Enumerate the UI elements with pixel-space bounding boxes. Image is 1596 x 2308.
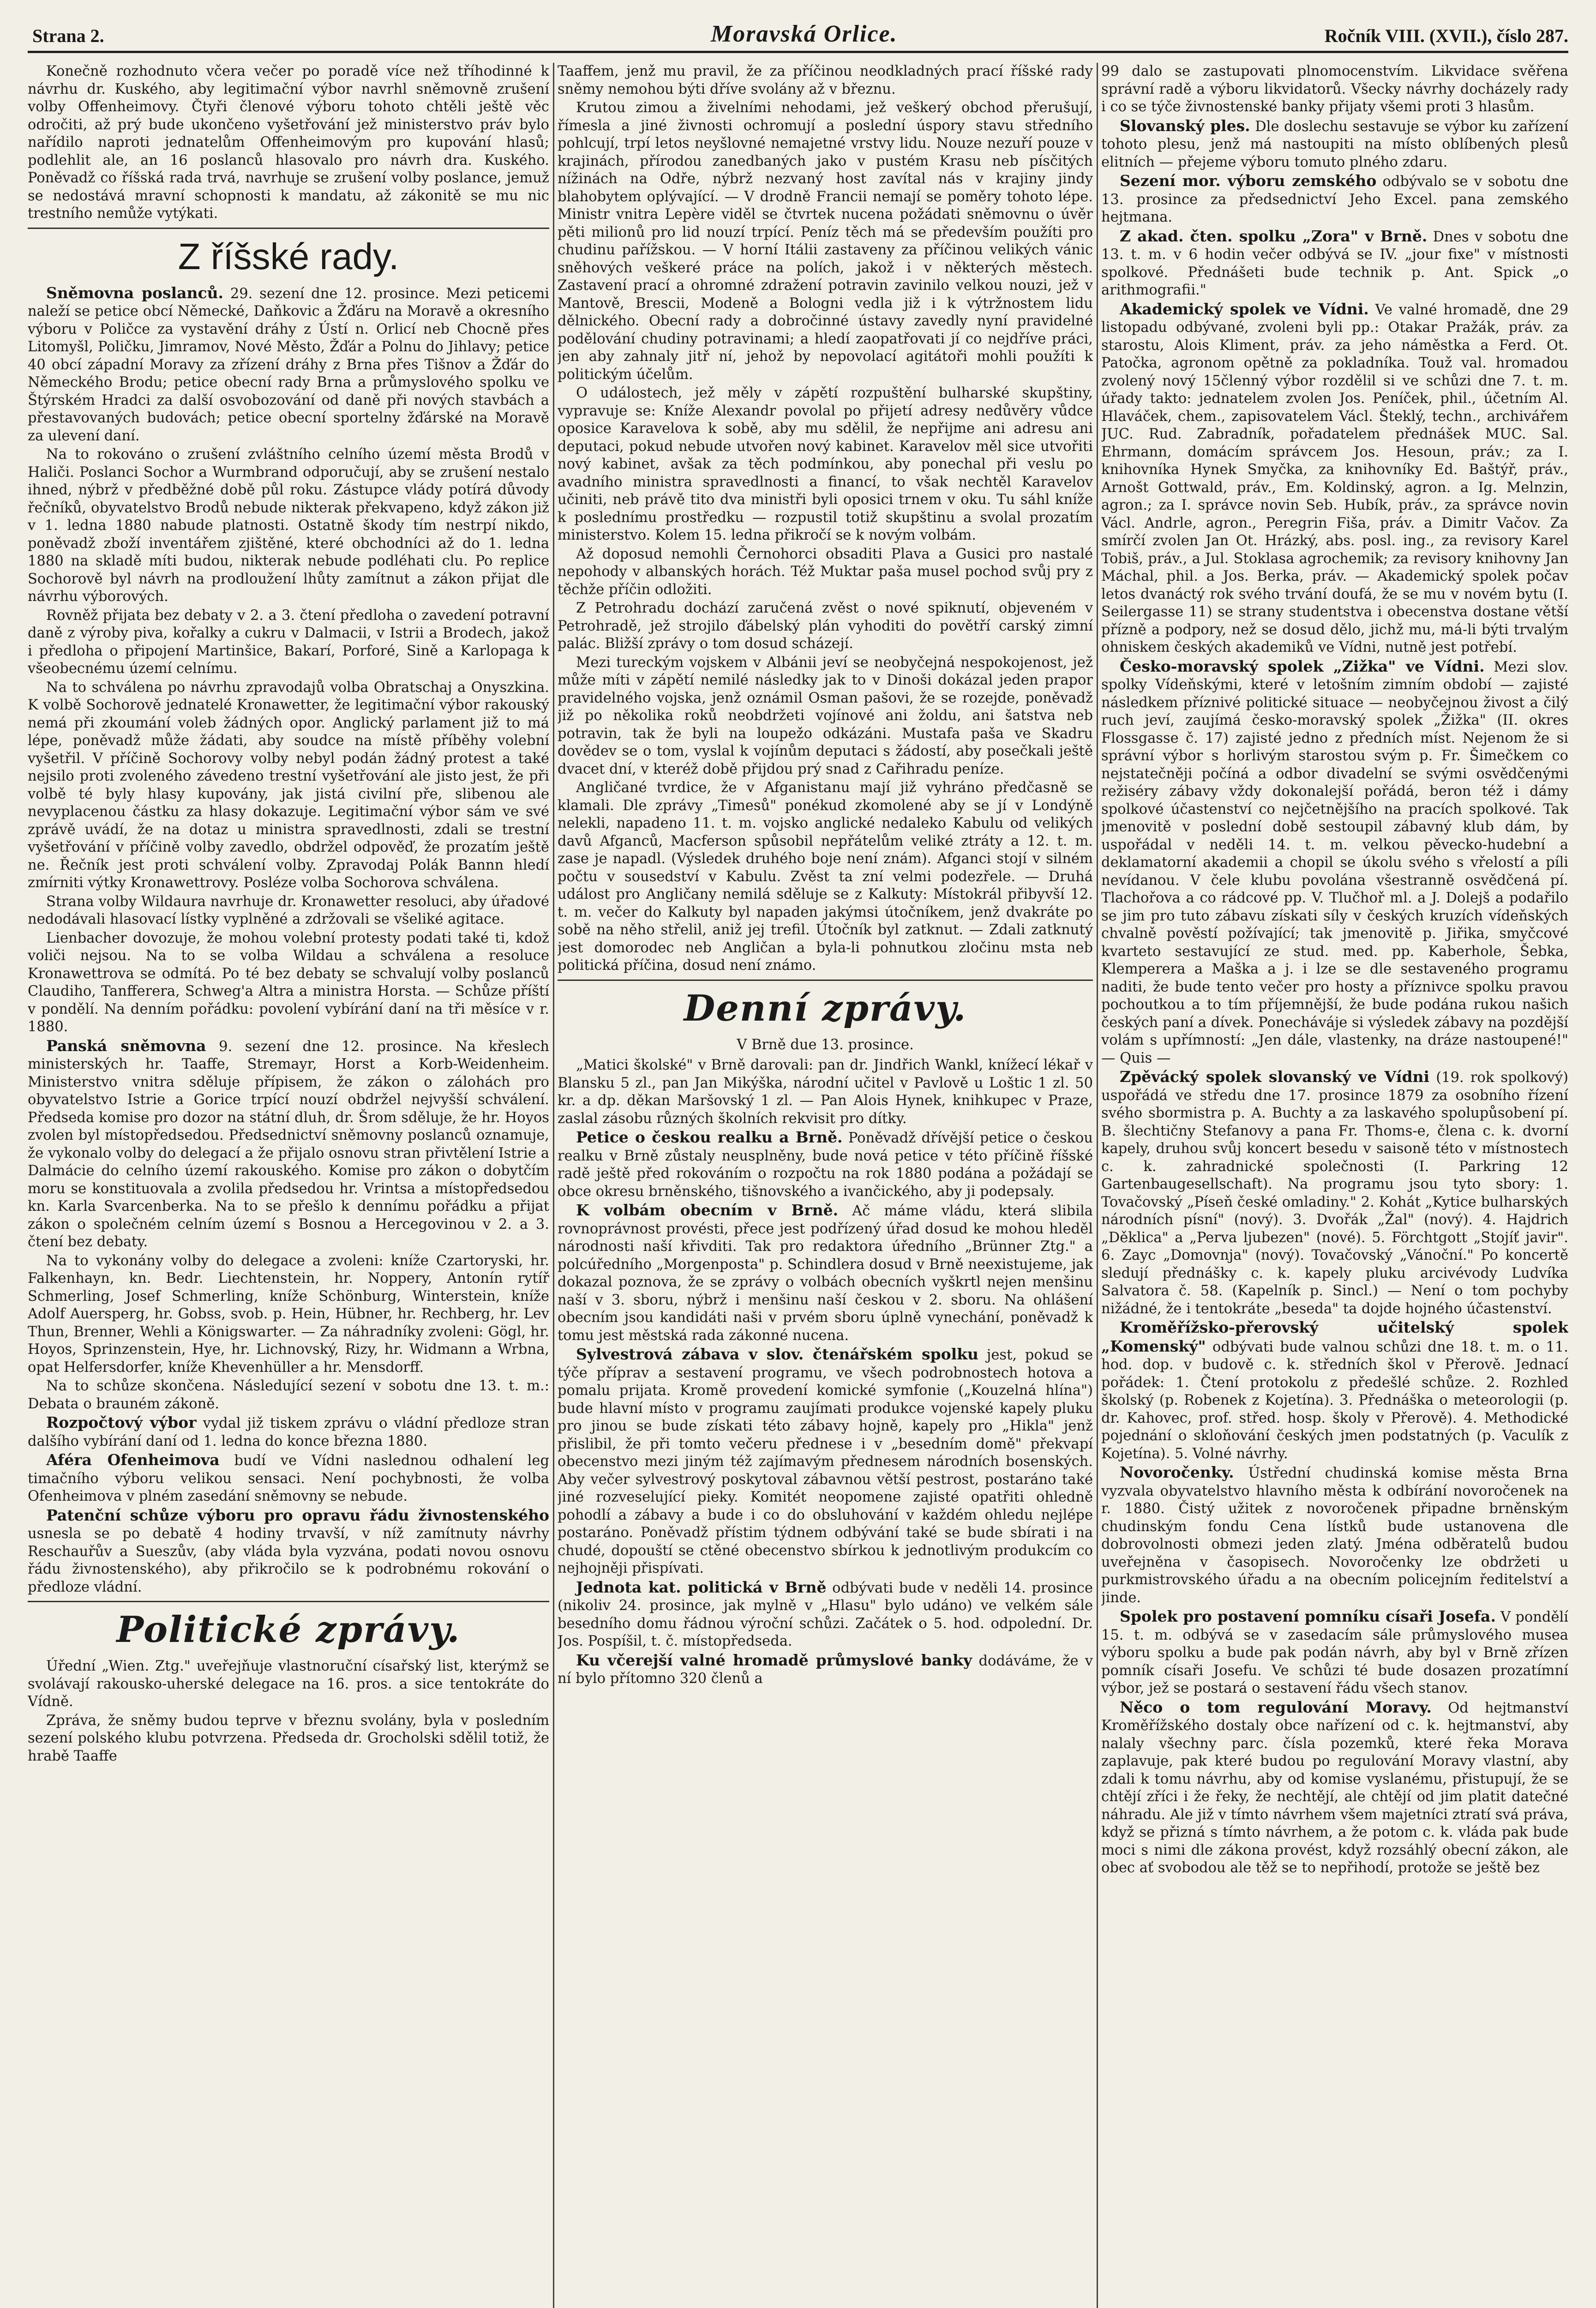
article-text: usnesla se po debatě 4 hodiny trvavší, v níž zamítnuty návrhy Reschauřův a Sueszův, (aby vláda byla vyzvána, podati novou osnovu řádu živnostenského), aby přikročilo se k podrobnému rokování o předloze vládní.: [28, 1526, 549, 1595]
section-heading: Z říšské rady.: [178, 235, 399, 277]
article-paragraph: Rovněž přijata bez debaty v 2. a 3. čtení předloha o zavedení potravní daně z výroby piva, kořalky a cukru v Dalmacii, v Istrii a Brodech, jakož i předloha o připojení Martinšice, Bakarí, Porforé, Sině a Karlopaga k všeobecnému území celnímu.: [28, 607, 549, 677]
article-lead: Novoročenky.: [1120, 1463, 1234, 1481]
article-text: odbývati bude v neděli 14. prosince (nikoliv 24. prosince, jak mylně v „Hlasu" bylo udáno) ve velkém sále besedního domu řádnou výroční schůzi. Začátek o 5. hod. odpolední. Dr. Jos. Pospíšil, t. č. místopředseda.: [558, 1580, 1093, 1649]
article-text: Mezi slov. spolky Vídeňskými, které v letošním zimním období — zajisté následkem příznivé politické situace — neobyčejnou živost a čilý ruch jeví, zaujímá česko-moravský spolek „Žižka" (II. okres Flossgasse č. 17) zajisté jedno z předních míst. Nejenom že si správní výbor s horlivým starostou svým p. Fr. Šimečkem co nejstatečněji počíná a odbor divadelní se svými osvědčenými režiséry zábavy vždy dokonalejší pořádá, beron též i dámy spolkové účastenství co nejčetnějšího na pracích spolkové. Tak jmenovitě v poslední době sestoupil zábavný klub dám, by uspořádal v neděli 14. t. m. velkou pěvecko-hudební a deklamatorní akademii a chopil se úkolu svého s vřelostí a píli nevídanou. V čele klubu povolána všestranně osvědčená pí. Tlachořova a co rádcové pp. V. Tlučhoř ml. a J. Dolejš a podařilo se jim pro tuto zábavu získati síly v českých kruzích vídeňských chvalně pověstí požívající; tak jmenovitě p. Jiřika, smyčcové kvarteto sestavující ze stud. med. pp. Kaberhole, Šebka, Klemperera a Maška a j. i lze se dle sestaveného programu naditi, že bude tento večer pro hosty a příznivce spolku pravou pochoutkou a to tím příjemnější, že bude podána rukou našich českých paní a dívek. Ponecháváje si výsledek zábavy na pozdější volám s upřímností: „Jen dále, vlastenky, na dráze nastoupené!" — Quis —: [1101, 659, 1568, 1066]
article-paragraph: Strana volby Wildaura navrhuje dr. Kronawetter resoluci, aby úřadové nedodávali hlasovací lístky vyplněné a zdržovali se všeliké agitace.: [28, 893, 549, 927]
article-text: Ač máme vládu, která slibila rovnoprávnost provésti, přece jest podřízený úřad dosud ke mohou hleděl národnosti naší křivditi. Tak pro redaktora úředního „Brünner Ztg." a polcúředního „Morgenposta" p. Schindlera dosud v Brně neexistujeme, jak dokazal poznova, že se zprávy o volbách obecních vyškrtl nejen menšinu naší v 3. sboru, nýbrž i menšinu naší českou v 2. sboru. Na ohlášení obecním jsou kandidáti naši v prvém sboru úplně vynechání, poněvadž k tomu jest městská rada zákonné nucena.: [558, 1203, 1093, 1344]
article-text: Poněvadž dřívější petice o českou realku v Brně zůstaly neusplněny, bude nová petice v této příčině říšské radě ještě před rokováním o rozpočtu na rok 1880 podána a požádají se obce okresu brněnského, tišnovského a ivančického, aby ji podepsaly.: [558, 1130, 1093, 1200]
article-paragraph: [1101, 301, 1568, 657]
article-text: budí ve Vídni naslednou odhalení leg timačního výboru velikou sensaci. Není pochybnosti, že volba Ofenheimova v plném zasedání sněmovny se nebude.: [28, 1453, 549, 1504]
article-text: 29. sezení dne 12. prosince. Mezi peticemi naleží se petice obcí Německé, Daňkovic a Žďáru na Moravě a okresního výboru v Poličce za vystavění dráhy z Ústí n. Orlicí neb Chocně přes Litomyšl, Poličku, Jimramov, Nové Město, Žďár a Polnu do Jihlavy; petice 40 obcí západní Moravy za zřízení dráhy z Brna přes Tišnov a Žďár do Německého Brodu; petice obecní rady Brna a průmyslového spolku ve Štýrském Hradci za další osvobozování od daně při nových stavbách a přestavovaných budovách; petice obecní sportelny žďárské na Moravě za ulevení daní.: [28, 285, 549, 444]
article-paragraph: Mezi tureckým vojskem v Albánii jeví se neobyčejná nespokojenost, jež může míti v zápětí nemilé následky jak to v Dinoši dokázal jeden prapor pravidelného vojska, jenž oznámil Osman pašovi, že se rozejde, poněvadž již po několika roků neobdržeti vojínové ani žoldu, ani šatstva neb potravin, tak že byli na loupežo odkázáni. Mustafa paša ve Skadru dovědev se o tom, vyslal k vojínům deputaci s žádostí, aby posečkali ještě dvacet dní, v kteréž době přijdou prý snad z Cařihradu peníze.: [558, 654, 1093, 777]
article-paragraph: [28, 1037, 549, 1251]
article-lead: Ku včerejší valné hromadě průmyslové banky: [576, 1651, 972, 1669]
article-lead: Sezení mor. výboru zemského: [1120, 172, 1377, 190]
article-paragraph: Angličané tvrdice, že v Afganistanu mají již vyhráno předčasně se klamali. Dle zprávy „Timesů" ponékud zkomolené aby se jí v Londýně nelekli, napadeno 11. t. m. vojsko anglické nedaleko Kabulu od velikých davů Afganců, Macferson spůsobil nepřátelům veliké ztráty a 12. t. m. zase je napadl. (Výsledek druhého boje není znám). Afganci stojí v silném počtu v sousedství v Kabulu. Zvěst ta zní velmi podezřele. — Druhá událost pro Angličany nemilá sděluje se z Kalkuty: Místokrál přibyvší 12. t. m. večer do Kalkuty byl napaden jakýmsi útočníkem, jenž dvakráte po sobě na něho střelil, aniž jej trefil. Útočník byl zatknut. — Zdali zatknutý jest domorodec neb Angličan a byla-li pohnutkou zločinu msta neb politická příčina, dosud není známo.: [558, 780, 1093, 974]
volume-issue: Ročník VIII. (XVII.), číslo 287.: [1324, 25, 1568, 46]
column-2: [558, 63, 1093, 2308]
article-paragraph: [28, 1451, 549, 1506]
article-paragraph: [558, 1346, 1093, 1578]
article-lead: Petice o českou realku a Brně.: [576, 1128, 843, 1146]
newspaper-page: [28, 18, 1568, 2308]
article-paragraph: Na to vykonány volby do delegace a zvoleni: kníže Czartoryski, hr. Falkenhayn, kn. Bedr. Liechtenstein, hr. Noppery, Antonín rytíř Schmerling, Josef Schmerling, kníže Schönburg, Winterstein, kníže Adolf Auersperg, hr. Gobss, svob. p. Hein, Hübner, hr. Rechberg, hr. Lev Thun, Brenner, Wehli a Königswarter. — Za náhradníky zvoleni: Gögl, hr. Hoyos, Sprinzenstein, Hye, hr. Lichnovský, Rizy, hr. Widmann a Wrbna, opat Helfersdorfer, kníže Khevenhüller a hr. Mensdorff.: [28, 1252, 549, 1376]
article-text: Od hejtmanství Kroměřížského dostaly obce nařízení od c. k. hejtmanství, aby nalaly všechny parc. čísla pozemků, které řeka Morava zaplavuje, pak které budou po regulování Moravy vlastní, aby zdali k tomu návrhu, aby od komise vyslanému, přistupují, že se chtějí zříci i že řeky, že nechtějí, ale chtějí od jim platit datečné náhradu. Ale již v tímto návrhem všem majetníci ztratí svá práva, když se přizná s tímto návrhem, a že potom c. k. vláda pak bude moci s nimi dle zákona provést, když rozsáhlý obecní zákon, ale obec ať svobodou ale těž se to nepřihodí, protože se ještě bez: [1101, 1700, 1568, 1876]
page-label: Strana 2.: [32, 25, 104, 46]
article-paragraph: Konečně rozhodnuto včera večer po poradě více než tříhodinné k návrhu dr. Kuského, aby legitimační výbor navrhl sněmovně zrušení volby Offenheimovy. Čtyři členové výboru tohoto chtěli ještě věc odročiti, až prý bude ukončeno vyšetřování jež ministerstvo práv bylo nařídilo naproti jednatelům Offenheimovým pro kupování hlasů; podlehlit ale, an 16 poslanců hlasovalo pro návrh dra. Kuského. Poněvadž co říšská rada trvá, navrhuje se zrušení volby poslance, jemuž se nedostává mravní schopnosti k mandatu, až zákonitě se mu nic trestního nemůže vytýkati.: [28, 63, 549, 222]
article-paragraph: [28, 1414, 549, 1450]
article-lead: Rozpočtový výbor: [46, 1413, 197, 1431]
article-paragraph: [1101, 228, 1568, 300]
article-lead: Sylvestrová zábava v slov. čtenářském spolku: [576, 1345, 979, 1363]
article-lead: Akademický spolek ve Vídni.: [1120, 300, 1369, 318]
section-heading: Politické zprávy.: [116, 1609, 461, 1651]
article-text: (19. rok spolkový) uspořádá ve středu dne 17. prosince 1879 za osobního řízení svého sbormistra p. A. Buchty a za laskavého spolupůsobení pí. B. šlechtičny Stefanovy a pana Fr. Thoms-e, člena c. k. dvorní kapely, druhou svůj koncert besedu v saisoně této v místnostech c. k. zahradnické společnosti (I. Parkring 12 Gartenbaugesellschaft). Na programu jsou tyto sbory: 1. Tovačovský „Píseň české omladiny." 2. Kohát „Kytice bulharských národních písní" (nový). 3. Dvořák „Žal" (nový). 4. Hajdrich „Děklica" a „Perva ljubezen" (nové). 5. Förchtgott „Stojíť javir". 6. Zayc „Domovnja" (nový). Tovačovský „Vánoční." Po koncertě sledují přednášky c. k. kapely pluku arcivévody Ludvíka Salvatora č. 58. (Kapelník p. Sincl.) — Není o tom pochyby nižádné, že i tentokráte „beseda" ta dojde hojného účastenství.: [1101, 1070, 1568, 1317]
article-paragraph: „Matici školské" v Brně darovali: pan dr. Jindřich Wankl, knížecí lékař v Blansku 5 zl., pan Jan Mikýška, národní učitel v Pavlově u Loštic 1 zl. 50 kr. a dp. děkan Maršovský 1 zl. — Pan Alois Hynek, knihkupec v Praze, zaslal zásobu různých školních rekvisit pro dítky.: [558, 1057, 1093, 1127]
article-paragraph: [1101, 172, 1568, 227]
article-lead: Aféra Ofenheimova: [46, 1451, 220, 1469]
article-text: odbývalo se v sobotu dne 13. prosince za předsednictví Jeho Excel. pana zemského hejtmana.: [1101, 174, 1568, 225]
article-paragraph: [1101, 1319, 1568, 1463]
article-text: 9. sezení dne 12. prosince. Na křeslech ministerských hr. Taaffe, Stremayr, Horst a Korb-Weidenheim. Ministerstvo vnitra sděluje přípisem, že zákon o zálohách pro obyvatelstvo Istrie a Gorice trpící nouzí obdržel nejvyšší schválení. Předseda komise pro dozor na státní dluh, dr. Šrom sděluje, že hr. Hoyos zvolen byl místopředsedou. Předsednictví sněmovny poslanců oznamuje, že vykonalo volby do delegací a že přijalo osnovu stran přivtělení Istrie a Dalmácie do celního území rakouského. Komise pro zákon o dobytčím moru se konstituovala a zvolila předsedou hr. Vrintsa a místopředsedou kn. Karla Svarcenberka. Na to se přešlo k dennímu pořádku a přijat zákon o společném celním území s Bosnou a Hercegovinou v 2. a 3. čtení bez debaty.: [28, 1038, 549, 1250]
article-paragraph: [1101, 117, 1568, 172]
running-header: [28, 18, 1568, 53]
article-text: Dnes v sobotu dne 13. t. m. v 6 hodin večer odbývá se IV. „jour fixe" v místnosti spolkové. Přednášeti bude technik p. Ant. Spick „o arithmografii.": [1101, 228, 1568, 298]
article-lead: Česko-moravský spolek „Zižka" ve Vídni.: [1120, 657, 1485, 675]
article-lead: Z akad. čten. spolku „Zora" v Brně.: [1120, 227, 1428, 245]
masthead: Moravská Orlice.: [711, 21, 898, 47]
article-lead: Patenční schůze výboru pro opravu řádu živnostenského: [46, 1506, 549, 1524]
article-paragraph: [558, 1202, 1093, 1345]
column-1: [28, 63, 549, 2308]
article-paragraph: Na to schůze skončena. Následující sezení v sobotu dne 13. t. m.: Debata o brauném zákoně.: [28, 1378, 549, 1412]
article-paragraph: Taaffem, jenž mu pravil, že za příčinou neodkladných prací říšské rady sněmy nemohou býti dříve svolány až v březnu.: [558, 63, 1093, 97]
column-rule: [1097, 63, 1098, 2308]
article-text: dodáváme, že v ní bylo přítomno 320 členů a: [558, 1653, 1093, 1687]
article-paragraph: [558, 1652, 1093, 1688]
article-paragraph: Zpráva, že sněmy budou teprve v březnu svolány, byla v posledním sezení polského klubu potvrzena. Předseda dr. Grocholski sdělil totiž, že hrabě Taaffe: [28, 1712, 549, 1764]
article-paragraph: Na to schválena po návrhu zpravodajů volba Obratschaj a Onyszkina. K volbě Sochorově jednatelé Kronawetter, že legitimační výbor rakouský nemá při zkoumání voleb žádných opor. Anglický parlament již to má lépe, poněvadž může žádati, aby soudce na místě příběhy volební vyšetřil. V příčině Sochorovy volby nebyl podán žádný protest a také nejsilo proti zvoleného závedeno trestní vyšetřování ale jisto jest, že při volbě té byly hlasy kupovány, jak jistá civilní pře, slibenou ale nevyplacenou částku za hlasy dokazuje. Legitimační výbor sám ve své zprávě uvádí, že na dotaz u ministra spravedlnosti, zdali se trestní vyšetřování v příčině volby zavedlo, obdržel odpověď, že prozatím ještě ne. Řečník jest proti schválení volby. Zpravodaj Polák Bannn hledí zmírniti výtky Kronawettrovy. Posléze volba Sochorova schválena.: [28, 679, 549, 891]
article-paragraph: [28, 1507, 549, 1597]
article-text: jest, pokud se týče příprav a sestavení programu, ve všech podrobnostech hotova a pomalu prijata. Kromě provedení komické symfonie („Kouzelná hlína") bude hlavní místo v programu zaujímati produkce vojenské kapely pluku pro jinou se bude získati této zábavy hojně, kapely pro „Hikla" jenž přislibil, že při tomto večeru přednese i v „besedním domě" překvapí obecenstvo mezi jiným též zajímavým přednesem národních bosenských. Aby večer sylvestrový poskytoval zábavnou větší pestrost, postaráno také jiné rozveselující pieky. Komitét neopomene zajisté opatřiti ohledně pohodlí a zábavy a bude i co do obsluhování v každém ohledu nejlépe postaráno. Poněvadž přístim týdnem odbývání také se bude sbírati i na chudé, dopouští se ctěné obecenstvo sbírkou k jednotlivým produkcím co nejhojněji přispívati.: [558, 1347, 1093, 1576]
article-paragraph: Krutou zimou a živelními nehodami, jež veškerý obchod přerušují, římesla a jiné živnosti ochromují a poslední úspory stavu středního pohlcují, trpí letos neyšlovné nemajetné vrstvy lidu. Nouze nezuří pouze v krajinách, přírodou zanedbaných jako v pustém Krasu neb písčitých nížinách na Odře, nýbrž nezvaný host zavítal nás v krajiny jindy blahobytem oplývající. — V drodně Francii nemají se poměry tohoto lépe. Ministr vnitra Lepère viděl se čtvrtek nucena požádati sněmovnu o úvěr pěti milionů pro lid nouzí trpící. Peníz těch má se především použíti pro chudinu pařížskou. — V horní Itálii zastaveny za příčinou velikých vánic sněhových veškeré práce na polích, jakož i v některých městech. Zastavení prací a ohromné zdražení potravin zavinilo velkou nouzi, jež v Mantově, Brescii, Modeně a Bologni vedla již i k výtržnostem lidu dělnického. Obecní rady a dobročinné ústavy zavedly nyní pravidelné podělování chudiny potravinami; a hledí zaopatřovati jí co nejdříve práci, jen aby zahnaly jitř ní, jehož by nepovolací agitátoři mohli použíti k politickým účelům.: [558, 100, 1093, 383]
article-paragraph: Z Petrohradu dochází zaručená zvěst o nové spiknutí, objeveném v Petrohradě, jež strojilo ďábelský plán vyhoditi do povětří carský zimní palác. Bližší zprávy o tom dosud scházejí.: [558, 600, 1093, 652]
article-paragraph: Na to rokováno o zrušení zvláštního celního území města Brodů v Haliči. Poslanci Sochor a Wurmbrand odporučují, aby se zrušení nestalo ihned, nýbrž v předběžné době půl roku. Zástupce vlády potírá důvody řečníků, obyvatelstvo Brodů nebude nikterak překvapeno, když zákon již v 1. ledna 1880 nabude platnosti. Ostatně škody tím nestrpí nikdo, poněvadž zboží inventářem zjištěné, které obchodníci až do 1. ledna 1880 na skladě míti budou, nikterak nebude podléhati clu. Po replice Sochorově byl návrh na prodloužení lhůty zamítnut a zákon přijat dle návrhu výborových.: [28, 446, 549, 605]
article-paragraph: [1101, 1464, 1568, 1607]
article-text: vydal již tiskem zprávu o vládní předloze stran dalšího vybírání daní od 1. ledna do konce března 1880.: [28, 1415, 549, 1449]
article-lead: Panská sněmovna: [46, 1036, 206, 1055]
article-lead: K volbám obecním v Brně.: [576, 1201, 839, 1219]
section-heading: Denní zprávy.: [684, 987, 967, 1029]
article-lead: Sněmovna poslanců.: [46, 283, 224, 302]
article-paragraph: [1101, 1608, 1568, 1698]
divider: [28, 1601, 549, 1602]
article-paragraph: [1101, 1699, 1568, 1877]
article-paragraph: Úřední „Wien. Ztg." uveřejňuje vlastnoruční císařský list, kterýmž se svolávají rakousko-uherské delegace na 16. pros. a sice tentokráte do Vídně.: [28, 1658, 549, 1710]
article-paragraph: Až doposud nemohli Černohorci obsaditi Plava a Gusici pro nastalé nepohody v albanských horách. Též Muktar paša musel pochod svůj pry z těchže příčin odložiti.: [558, 546, 1093, 598]
article-lead: Kroměřížsko-přerovský učitelský spolek „Komenský": [1101, 1318, 1568, 1355]
article-lead: Slovanský ples.: [1120, 116, 1250, 135]
article-paragraph: O událostech, jež měly v zápětí rozpuštění bulharské skupštiny, vypravuje se: Kníže Alexandr povolal po přijetí adresy nedůvěry vůdce oposice Karavelova k sobě, aby mu sdělil, že nepřijme ani adresu ani deputaci, pokud nebude utvořen nový kabinet. Karavelov měl sice utvořiti nový kabinet, avšak za těch podmínkou, aby ponechal při veslu po avadního ministra spravedlnosti a financí, to však nechtěl Karavelov učiniti, neb právě tito dva ministři byli oposici trnem v oku. Tu sáhl kníže k poslednímu prostředku — rozpustil totiž skupštinu a svolal prozatím ministerstvo. Kolem 15. ledna přikročí se k novým volbám.: [558, 385, 1093, 543]
dateline: V Brně due 13. prosince.: [737, 1036, 914, 1053]
column-3: [1101, 63, 1568, 2308]
article-paragraph: [558, 1579, 1093, 1651]
column-rule: [553, 63, 554, 2308]
article-paragraph: [1101, 658, 1568, 1068]
article-lead: Jednota kat. politická v Brně: [576, 1578, 827, 1596]
divider: [558, 980, 1093, 981]
article-lead: Něco o tom regulování Moravy.: [1120, 1698, 1432, 1716]
article-paragraph: [1101, 1068, 1568, 1318]
article-text: V pondělí 15. t. m. odbývá se v zasedacím sále průmyslového musea výboru spolku a bude pak podán návrh, aby byl v Brně zřízen pomník císaři Josefu. Ve schůzi té bude dosazen prozatímní výbor, jež se postará o sestavení řádu všech stanov.: [1101, 1609, 1568, 1696]
article-paragraph: 99 dalo se zastupovati plnomocenstvím. Likvidace svěřena správní radě a výboru likvidatorů. Všecky návrhy docházely rady i co se týče živnostenské banky přijaty všemi proti 3 hlasům.: [1101, 63, 1568, 115]
article-text: odbývati bude valnou schůzi dne 18. t. m. o 11. hod. dop. v budově c. k. středních škol v Přerově. Jednací pořádek: 1. Čtení protokolu z předešlé schůze. 2. Rozhled školský (p. Robenek z Kojetína). 3. Přednáška o meteorologii (p. dr. Kahovec, prof. střed. hosp. školy v Přerově). 4. Methodické pojednání o skloňování českých jmen podstatných (p. Vaculík z Kojetína). 5. Volné návrhy.: [1101, 1339, 1568, 1462]
article-lead: Spolek pro postavení pomníku císaři Josefa.: [1120, 1607, 1496, 1625]
article-text: Dle doslechu sestavuje se výbor ku zařízení tohoto plesu, jenž má nastoupiti na místo oblíbených plesů elitních — přejeme výboru tomuto plného zdaru.: [1101, 118, 1568, 170]
article-lead: Zpěvácký spolek slovanský ve Vídni: [1120, 1068, 1430, 1086]
article-paragraph: [28, 284, 549, 445]
article-text: Ústřední chudinská komise města Brna vyzvala obyvatelstvo hlavního města k odbírání novoročenek na r. 1880. Čistý užitek z novoročenek připadne brněnským chudinským fondu Cena lístků bude ustanovena dle dobrovolnosti obmezi jeden zlatý. Jména odběratelů budou uveřejněna v časopisech. Novoročenky lze obdržeti u purkmistrovského úřadu a na obecním policejním ředitelství a jinde.: [1101, 1465, 1568, 1606]
divider: [28, 228, 549, 229]
article-paragraph: Lienbacher dovozuje, že mohou volební protesty podati také ti, kdož voliči nejsou. Na to se volba Wildau a schválena a resoluce Kronawettrova se odmítá. Po té bez debaty se schvalují volby poslanců Claudiho, Tanfferera, Schweg'a Altra a ministra Horsta. — Schůze příští v pondělí. Na denním pořádku: povolení vybírání daní na tři měsíce v r. 1880.: [28, 930, 549, 1035]
article-paragraph: [558, 1129, 1093, 1201]
article-text: Ve valné hromadě, dne 29 listopadu odbývané, zvoleni byli pp.: Otakar Pražák, práv. za starostu, Alois Kliment, práv. za jeho náměstka a Ferd. Ot. Patočka, agronom opětně za pokladníka. Touž val. hromadou zvolený nový 15členný výbor rozdělil si ve schůzi dne 7. t. m. úřady takto: jednatelem zvolen Jos. Peníček, phil., účetním Al. Hlaváček, chem., zapisovatelem Václ. Šteklý, techn., archivářem JUC. Rud. Zabradník, pořadatelem přednášek MUC. Sal. Ehrmann, domácím správcem Jos. Hesoun, práv.; za I. knihovníka Hynek Smyčka, za knihovníky Ed. Baštýř, práv., Arnošt Gottwald, práv., Em. Koldinský, agron. a Ig. Melnzin, agron.; za I. správce novin Seb. Hubík, práv., za správce novin Václ. Andrle, agron., Peregrin Fiša, práv. a Dimitr Vačov. Za smírčí zvolen Jan Ot. Hrázký, abs. posl. ing., za revisory Karel Tobiš, práv., a Jul. Stoklasa agrochemik; za revisory knihovny Jan Máchal, phil. a Jos. Berka, práv. — Akademický spolek počav letos dvanáctý rok svého trvání doufá, že se mu v novém bytu (I. Seilergasse 11) se strany studentstva i obecenstva dostane větší přízně a podpory, než se dosud dělo, jichž mu, má-li býti trvalým ohniskem českých akademiků ve Vídni, nutně jest potřebí.: [1101, 301, 1568, 655]
